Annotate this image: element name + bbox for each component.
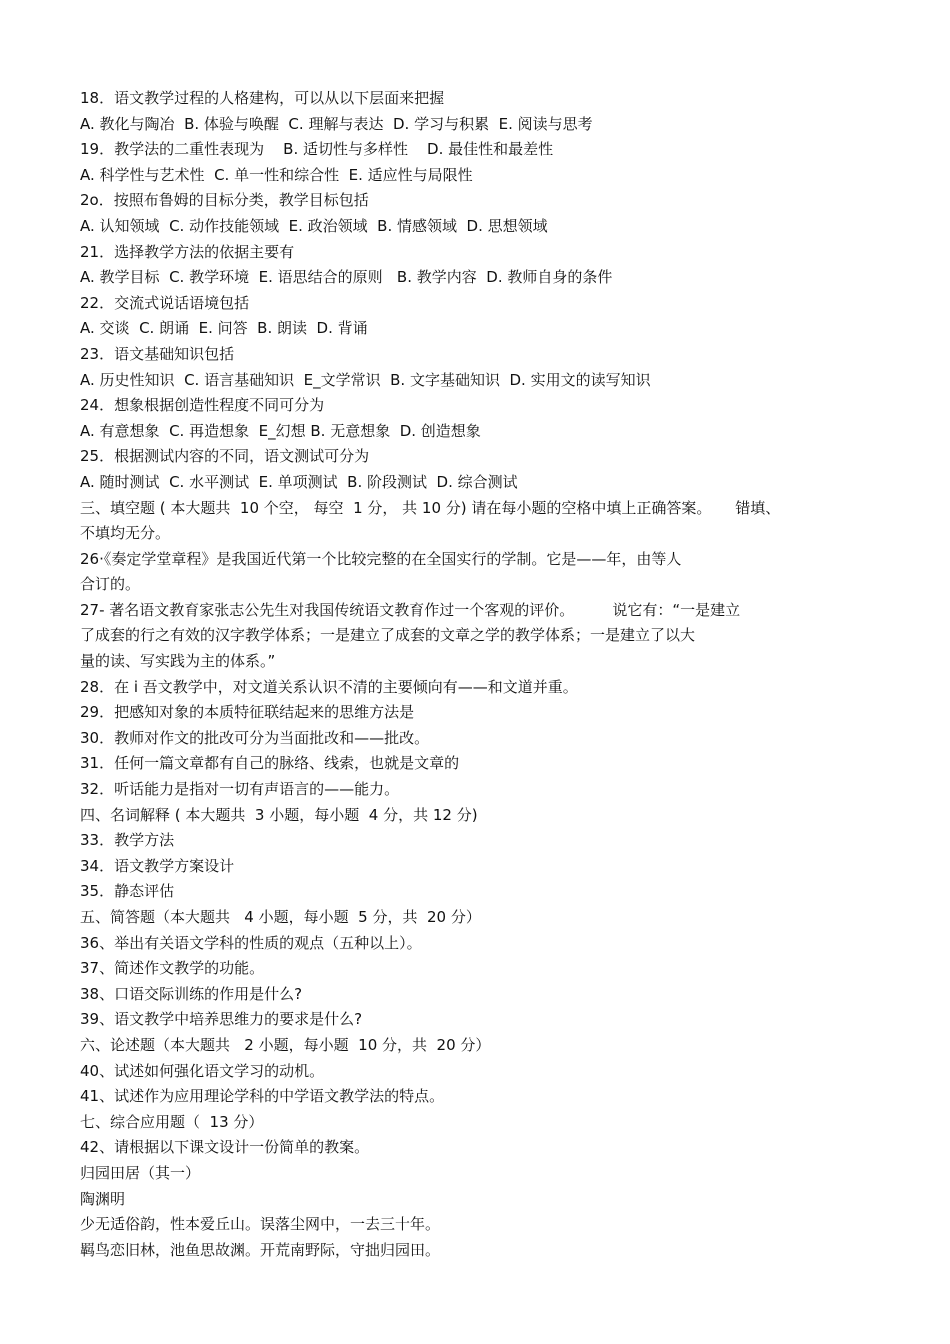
poem-title: 归园田居（其一）	[80, 1163, 201, 1182]
poem-line-2: 羁鸟恋旧林，池鱼思故渊。开荒南野际，守拙归园田。	[80, 1240, 441, 1259]
question-20-options: A. 认知领域 C. 动作技能领域 E. 政治领域 B. 情感领域 D. 思想领域	[80, 216, 548, 235]
section-7-heading: 七、综合应用题（ 13 分）	[80, 1112, 264, 1131]
question-18: 18．语文教学过程的人格建构，可以从以下层面来把握	[80, 89, 445, 107]
question-27-cont-1: 了成套的行之有效的汉字教学体系；一是建立了成套的文章之学的教学体系；一是建立了以大	[80, 626, 696, 645]
section-3-heading: 三、填空题 ( 本大题共 10 个空， 每空 1 分， 共 10 分) 请在每小题的空格中填上正确答案。 错填、	[80, 498, 781, 517]
section-3-heading-cont: 不填均无分。	[80, 524, 171, 543]
question-20: 2o．按照布鲁姆的目标分类，教学目标包括	[80, 191, 369, 210]
question-36: 36、举出有关语文学科的性质的观点（五种以上）。	[80, 933, 422, 952]
question-40: 40、试述如何强化语文学习的动机。	[80, 1061, 325, 1080]
question-21-options: A. 教学目标 C. 教学环境 E. 语思结合的原则 B. 教学内容 D. 教师自身的条件	[80, 268, 613, 287]
question-42: 42、请根据以下课文设计一份简单的教案。	[80, 1138, 370, 1157]
question-28: 28．在 i 吾文教学中，对文道关系认识不清的主要倾向有——和文道并重。	[80, 677, 578, 696]
question-37: 37、简述作文教学的功能。	[80, 959, 265, 978]
poem-author: 陶渊明	[80, 1189, 126, 1208]
poem-line-1: 少无适俗韵，性本爱丘山。误落尘网中，一去三十年。	[80, 1215, 441, 1234]
section-5-heading: 五、简答题（本大题共 4 小题，每小题 5 分，共 20 分）	[80, 908, 481, 926]
question-27: 27- 著名语文教育家张志公先生对我国传统语文教育作过一个客观的评价。 说它有：“一是建立	[80, 600, 741, 619]
section-6-heading: 六、论述题（本大题共 2 小题，每小题 10 分，共 20 分）	[80, 1035, 491, 1054]
question-27-cont-2: 量的读、写实践为主的体系。”	[80, 652, 276, 671]
question-39: 39、语文教学中培养思维力的要求是什么?	[80, 1010, 363, 1029]
question-22-options: A. 交谈 C. 朗诵 E. 问答 B. 朗读 D. 背诵	[80, 319, 368, 338]
question-24-options: A. 有意想象 C. 再造想象 E_幻想 B. 无意想象 D. 创造想象	[80, 421, 481, 440]
question-26-cont: 合订的。	[80, 575, 141, 594]
question-21: 21．选择教学方法的依据主要有	[80, 242, 295, 261]
question-19: 19．教学法的二重性表现为 B. 适切性与多样性 D. 最佳性和最差性	[80, 140, 554, 159]
question-23-options: A. 历史性知识 C. 语言基础知识 E_文学常识 B. 文字基础知识 D. 实用文的读写知识	[80, 370, 651, 389]
question-23: 23．语文基础知识包括	[80, 344, 235, 363]
question-24: 24．想象根据创造性程度不同可分为	[80, 396, 325, 415]
question-30: 30．教师对作文的批改可分为当面批改和——批改。	[80, 728, 430, 747]
question-33: 33．教学方法	[80, 831, 175, 850]
question-35: 35．静态评估	[80, 882, 175, 901]
question-25: 25．根据测试内容的不同，语文测试可分为	[80, 447, 370, 466]
question-29: 29．把感知对象的本质特征联结起来的思维方法是	[80, 703, 415, 722]
question-22: 22．交流式说话语境包括	[80, 293, 250, 312]
question-25-options: A. 随时测试 C. 水平测试 E. 单项测试 B. 阶段测试 D. 综合测试	[80, 472, 518, 491]
question-19-options: A. 科学性与艺术性 C. 单一性和综合性 E. 适应性与局限性	[80, 165, 473, 184]
question-26: 26·《奏定学堂章程》是我国近代第一个比较完整的在全国实行的学制。它是——年，由等人	[80, 549, 682, 568]
question-31: 31．任何一篇文章都有自己的脉络、线索，也就是文章的	[80, 754, 460, 773]
document-page	[80, 86, 870, 1263]
section-4-heading: 四、名词解释 ( 本大题共 3 小题，每小题 4 分，共 12 分)	[80, 805, 478, 824]
question-38: 38、口语交际训练的作用是什么?	[80, 984, 303, 1003]
question-41: 41、试述作为应用理论学科的中学语文教学法的特点。	[80, 1087, 445, 1106]
question-34: 34．语文教学方案设计	[80, 856, 235, 875]
question-18-options: A. 教化与陶冶 B. 体验与唤醒 C. 理解与表达 D. 学习与积累 E. 阅读与思考	[80, 114, 593, 133]
question-32: 32．听话能力是指对一切有声语言的——能力。	[80, 780, 400, 799]
